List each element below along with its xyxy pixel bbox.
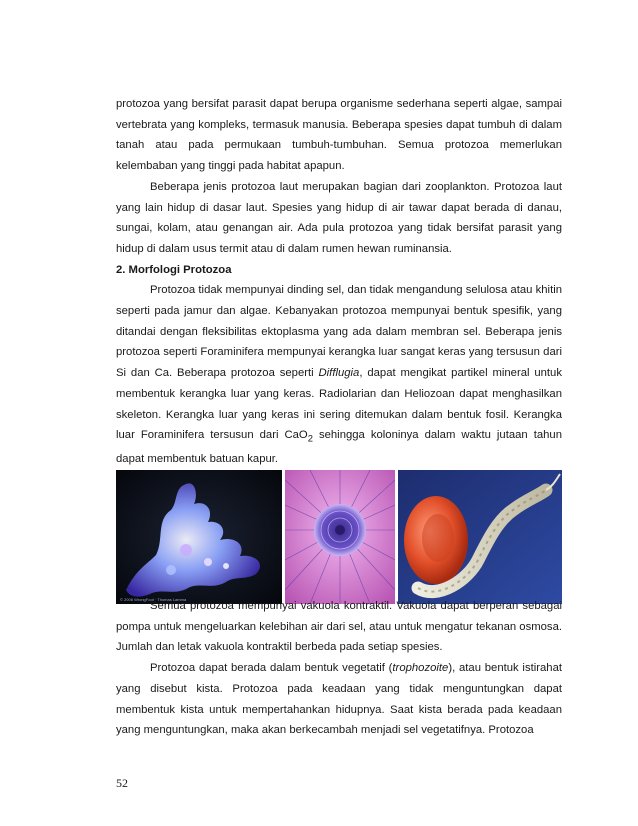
section-heading-morfologi: 2. Morfologi Protozoa	[116, 263, 232, 276]
radiolarian-illustration	[285, 470, 395, 604]
trypanosome-illustration	[398, 470, 562, 604]
paragraph-kista-text-b: ), atau bentuk istirahat yang disebut kista. Protozoa pada keadaan yang tidak menguntungkan dapat membentuk kista untuk mempertahankan hidupnya. Saat kista berada pada keadaan yang menguntungkan, maka akan berkecambah menjadi sel vegetatifnya. Protozoa	[116, 662, 562, 737]
amoeba-illustration	[116, 470, 282, 604]
paragraph-habitat: protozoa yang bersifat parasit dapat berupa organisme sederhana seperti algae, sampai vertebrata yang kompleks, termasuk manusia. Beberapa spesies dapat tumbuh di dalam tanah atau pada permukaan tumbuh-tumbuhan. Semua protozoa memerlukan kelembaban yang tinggi pada habitat apapun.	[116, 98, 562, 173]
trypanosome-image	[398, 470, 562, 604]
paragraph-morfologi-text-a: Protozoa tidak mempunyai dinding sel, dan tidak mengandung selulosa atau khitin seperti pada jamur dan algae. Kebanyakan protozoa mempunyai bentuk spesifik, yang ditandai dengan fleksibilitas ektoplasma yang ada dalam membran sel. Beberapa jenis protozoa seperti Foraminifera mempunyai kerangka luar sangat keras yang tersusun dari Si dan Ca. Beberapa protozoa seperti	[116, 284, 562, 380]
paragraph-morfologi-text-c: sehingga koloninya dalam waktu jutaan tahun dapat membentuk batuan kapur.	[116, 429, 562, 466]
paragraph-marine-protozoa: Beberapa jenis protozoa laut merupakan bagian dari zooplankton. Protozoa laut yang lain hidup di dasar laut. Spesies yang hidup di air tawar dapat berada di danau, sungai, kolam, atau genangan air. Ada pula protozoa yang tidak bersifat parasit yang hidup di dalam usus termit atau di dalam rumen hewan ruminansia.	[116, 180, 562, 255]
paragraph-morfologi	[116, 280, 562, 470]
paragraph-kista-text-a: Protozoa dapat berada dalam bentuk vegetatif (	[150, 662, 393, 675]
body-text-bottom	[116, 596, 562, 741]
paragraph-kista	[116, 658, 562, 741]
cao2-subscript: 2	[307, 432, 313, 444]
protozoa-figure	[116, 470, 562, 604]
paragraph-vakuola: Semua protozoa mempunyai vakuola kontraktil. Vakuola dapat berperan sebagai pompa untuk mengeluarkan kelebihan air dari sel, atau untuk mengatur tekanan osmosa. Jumlah dan letak vakuola kontraktil berbeda pada setiap spesies.	[116, 600, 562, 654]
body-text-top	[116, 94, 562, 470]
page-number: 52	[116, 776, 128, 790]
image-credit: © 2006 WrongFoot · Thomas Lamma	[120, 597, 187, 602]
paragraph-morfologi-text-b: , dapat mengikat partikel mineral untuk membentuk kerangka luar yang keras. Radiolarian dan Heliozoan dapat menghasilkan skeleton. Kerangka luar yang keras ini sering ditemukan dalam bentuk fosil. Kerangka luar Foraminifera tersusun dari CaO	[116, 367, 562, 442]
radiolarian-image	[285, 470, 395, 604]
difflugia-term: Difflugia	[318, 367, 360, 380]
amoeba-image	[116, 470, 282, 604]
trophozoite-term: trophozoite	[392, 662, 449, 675]
